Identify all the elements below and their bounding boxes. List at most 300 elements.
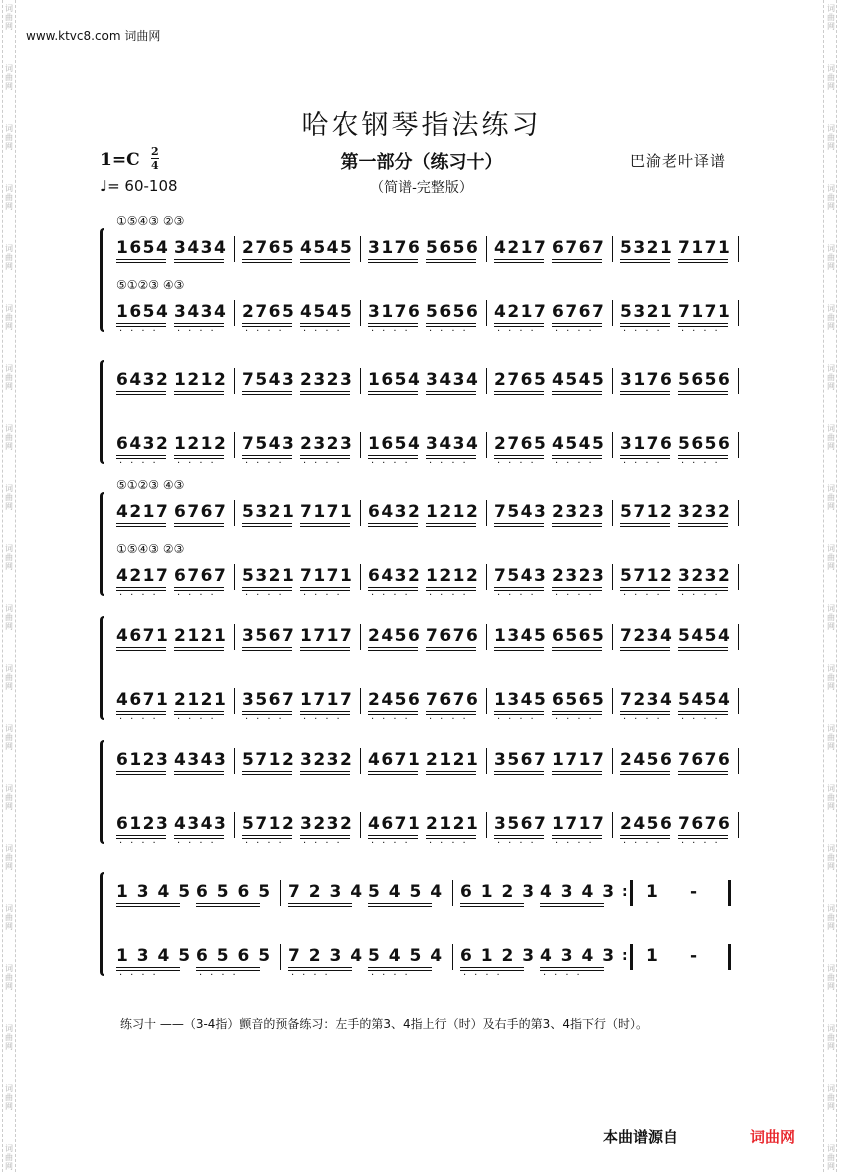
final-barline [728,944,731,970]
beam-line [116,523,166,524]
note-text: 3176 [368,238,422,258]
measure [114,940,286,980]
note-text: 1654 [116,302,170,322]
beam-line [368,262,418,263]
note-text: 4671 [368,750,422,770]
measure [114,744,240,784]
beam-line [494,391,544,392]
beam-line [678,774,728,775]
score-system [100,478,750,601]
barline [360,688,361,714]
beam-line [620,394,670,395]
score-system [100,872,750,980]
octave-dots: ···· [555,838,600,849]
beam-line [300,262,350,263]
note-text: 3434 [174,302,228,322]
beam-line [196,906,260,907]
system-brace [100,872,104,976]
beam-line [242,259,292,260]
beam-line [620,523,670,524]
watermark-text: 词 曲 网 [5,904,13,931]
beam-line [116,771,166,772]
measure [366,496,492,536]
watermark-text: 词 曲 网 [5,724,13,751]
beam-line [116,526,166,527]
beam-line [300,711,350,712]
note-text: 7543 [242,434,296,454]
watermark-text: 词 曲 网 [827,64,835,91]
measure [114,560,240,600]
octave-dots: ···· [177,326,222,337]
beam-line [678,587,728,588]
barline [360,500,361,526]
beam-line [552,711,602,712]
octave-dots: ···· [681,326,726,337]
octave-dots: ···· [199,970,244,981]
quarter-note-icon: ♩ [100,177,108,195]
watermark-text: 词 曲 网 [5,304,13,331]
barline [612,432,613,458]
repeat-barline [630,944,633,970]
beam-line [300,647,350,648]
barline [612,368,613,394]
note-text: 1212 [426,502,480,522]
measure [492,560,618,600]
note-text: 7676 [426,690,480,710]
beam-line [494,526,544,527]
note-text: 4 3 4 3 [540,882,616,902]
note-text: 4 3 4 3 [540,946,616,966]
beam-line [368,650,418,651]
watermark-text: 词 曲 网 [827,604,835,631]
beam-line [494,262,544,263]
watermark-text: 词 曲 网 [827,664,835,691]
measure [492,428,618,468]
measure [492,232,618,272]
watermark-text: 词 曲 网 [827,4,835,31]
note-text: 5321 [242,502,296,522]
note-text: 2121 [174,690,228,710]
beam-line [552,835,602,836]
octave-dots: ···· [245,458,290,469]
beam-line [678,526,728,527]
note-text: 2456 [620,750,674,770]
beam-line [460,903,524,904]
beam-line [678,262,728,263]
watermark-text: 词 曲 网 [827,364,835,391]
note-text: 6 5 6 5 [196,882,272,902]
beam-line [620,647,670,648]
note-text: 1717 [300,626,354,646]
measure [618,496,744,536]
note-text: 6767 [552,238,606,258]
beam-line [678,650,728,651]
beam-line [426,391,476,392]
measure [286,940,458,980]
beam-line [678,391,728,392]
octave-dots: ···· [429,458,474,469]
beam-line [300,526,350,527]
measure [618,620,744,660]
measure [366,744,492,784]
beam-line [174,647,224,648]
note-text: 4545 [300,238,354,258]
note-text: 5656 [678,370,732,390]
measure [618,560,744,600]
note-text: 1717 [300,690,354,710]
left-watermark-strip [2,0,16,1172]
note-text: 3434 [174,238,228,258]
measure [492,620,618,660]
barline [486,236,487,262]
watermark-text: 词 曲 网 [5,364,13,391]
beam-line [174,391,224,392]
octave-dots: ···· [543,970,588,981]
octave-dots: ···· [303,590,348,601]
beam-line [620,323,670,324]
brand-logo[interactable]: 词曲网 [750,1128,796,1146]
barline [234,624,235,650]
note-text: 7676 [426,626,480,646]
note-text: 2323 [300,434,354,454]
fingering: ⑤①②③ ④③ [116,278,185,292]
note-text: 7171 [300,502,354,522]
note-text: 4343 [174,814,228,834]
octave-dots: ···· [291,970,336,981]
octave-dots: ···· [119,458,164,469]
beam-line [300,455,350,456]
measure [618,684,744,724]
note-text: 7 2 3 4 [288,882,364,902]
beam-line [242,262,292,263]
note-text: 6432 [116,370,170,390]
beam-line [620,262,670,263]
barline [612,564,613,590]
note-text: 5712 [620,502,674,522]
lower-staff [114,684,748,724]
beam-line [300,774,350,775]
beam-line [242,587,292,588]
note-text: 7234 [620,690,674,710]
note-text: 6565 [552,690,606,710]
measure [492,364,618,404]
upper-staff [114,876,748,916]
note-text: 1 3 4 5 [116,882,192,902]
system-brace [100,492,104,596]
end-barline [738,300,739,326]
note-text: 7676 [678,750,732,770]
barline [612,812,613,838]
note-text: 5656 [678,434,732,454]
beam-line [620,771,670,772]
beam-line [116,903,180,904]
barline [612,300,613,326]
octave-dots: ···· [371,590,416,601]
beam-line [620,526,670,527]
beam-line [300,523,350,524]
beam-line [300,771,350,772]
octave-dots: ···· [245,838,290,849]
final-barline [728,880,731,906]
note-text: 3232 [678,502,732,522]
octave-dots: ···· [497,326,542,337]
repeat-barline [630,880,633,906]
ending-note: 1 [646,946,660,966]
beam-line [552,323,602,324]
score-system [100,740,750,848]
beam-line [368,394,418,395]
arranger: 巴渝老叶译谱 [630,152,727,170]
beam-line [678,323,728,324]
watermark-text: 词 曲 网 [5,664,13,691]
beam-line [540,906,604,907]
subtitle: 第一部分（练习十） [340,152,503,173]
beam-line [552,391,602,392]
beam-line [620,711,670,712]
beam-line [174,835,224,836]
beam-line [368,774,418,775]
watermark-text: 词 曲 网 [827,304,835,331]
measure [366,232,492,272]
octave-dots: ···· [119,326,164,337]
watermark-text: 词 曲 网 [827,964,835,991]
beam-line [494,523,544,524]
end-barline [738,688,739,714]
watermark-text: 词 曲 网 [827,244,835,271]
site-url[interactable]: www.ktvc8.com 词曲网 [26,29,161,43]
beam-line [116,711,166,712]
beam-line [300,259,350,260]
octave-dots: ···· [177,714,222,725]
beam-line [174,262,224,263]
note-text: 2765 [494,370,548,390]
note-text: 2323 [300,370,354,390]
note-text: 5712 [242,750,296,770]
beam-line [426,835,476,836]
octave-dots: ···· [623,838,668,849]
measure [240,808,366,848]
note-text: 5656 [426,238,480,258]
beam-line [242,391,292,392]
barline [486,748,487,774]
octave-dots: ···· [303,838,348,849]
note-text: 3176 [368,302,422,322]
measure [618,364,744,404]
note-text: 4217 [116,502,170,522]
beam-line [368,711,418,712]
beam-line [174,526,224,527]
beam-line [116,967,180,968]
note-text: 3232 [678,566,732,586]
beam-line [368,587,418,588]
beam-line [460,906,524,907]
note-text: 4217 [494,238,548,258]
beam-line [116,394,166,395]
octave-dots: ···· [429,714,474,725]
octave-dots: ···· [371,714,416,725]
barline [486,688,487,714]
beam-line [678,835,728,836]
note-text: 3567 [494,750,548,770]
barline [234,300,235,326]
barline [612,624,613,650]
watermark-text: 词 曲 网 [5,64,13,91]
octave-dots: ···· [497,714,542,725]
end-barline [738,812,739,838]
watermark-text: 词 曲 网 [827,1144,835,1171]
score-system [100,214,750,337]
measure [114,684,240,724]
octave-dots: ···· [681,714,726,725]
note-text: 4545 [552,434,606,454]
fingering: ⑤①②③ ④③ [116,478,185,492]
beam-line [368,771,418,772]
note-text: 2456 [368,690,422,710]
watermark-text: 词 曲 网 [827,544,835,571]
beam-line [368,259,418,260]
beam-line [552,394,602,395]
beam-line [174,323,224,324]
edition-label: （简谱-完整版） [370,180,473,196]
beam-line [494,259,544,260]
measure [240,560,366,600]
beam-line [540,967,604,968]
beam-line [368,835,418,836]
beam-line [174,650,224,651]
beam-line [552,774,602,775]
measure [286,876,458,916]
watermark-text: 词 曲 网 [5,484,13,511]
beam-line [174,774,224,775]
right-watermark-strip [823,0,837,1172]
beam-line [494,455,544,456]
watermark-text: 词 曲 网 [5,844,13,871]
beam-line [620,650,670,651]
barline [452,944,453,970]
measure [240,296,366,336]
measure [492,296,618,336]
beam-line [242,647,292,648]
ending-dash: - [690,946,698,966]
octave-dots: ···· [371,838,416,849]
beam-line [620,587,670,588]
note-text: 2121 [426,750,480,770]
beam-line [678,455,728,456]
measure [114,232,240,272]
note-text: 1654 [116,238,170,258]
barline [234,748,235,774]
beam-line [552,526,602,527]
octave-dots: ···· [681,838,726,849]
note-text: 4343 [174,750,228,770]
repeat-sign: : [622,884,628,900]
upper-staff [114,364,748,404]
beam-line [242,523,292,524]
barline [486,564,487,590]
note-text: 4217 [116,566,170,586]
watermark-text: 词 曲 网 [5,544,13,571]
watermark-text: 词 曲 网 [5,604,13,631]
measure [114,296,240,336]
beam-line [174,771,224,772]
note-text: 6432 [368,566,422,586]
beam-line [620,259,670,260]
octave-dots: ···· [371,326,416,337]
note-text: 7543 [242,370,296,390]
beam-line [368,523,418,524]
beam-line [620,835,670,836]
beam-line [426,526,476,527]
note-text: 6 1 2 3 [460,882,536,902]
beam-line [368,647,418,648]
octave-dots: ···· [681,458,726,469]
fingering: ①⑤④③ ②③ [116,214,185,228]
barline [612,500,613,526]
watermark-text: 词 曲 网 [827,124,835,151]
beam-line [116,259,166,260]
watermark-text: 词 曲 网 [827,184,835,211]
octave-dots: ···· [119,590,164,601]
beam-line [300,650,350,651]
note-text: 2765 [494,434,548,454]
system-brace [100,360,104,464]
octave-dots: ···· [681,590,726,601]
note-text: 6 5 6 5 [196,946,272,966]
octave-dots: ···· [371,970,416,981]
note-text: 5 4 5 4 [368,946,444,966]
octave-dots: ···· [497,838,542,849]
watermark-text: 词 曲 网 [5,424,13,451]
note-text: 6123 [116,814,170,834]
watermark-text: 词 曲 网 [827,784,835,811]
beam-line [426,771,476,772]
lower-staff [114,428,748,468]
note-text: 2456 [368,626,422,646]
ending-dash: - [690,882,698,902]
measure [366,808,492,848]
note-text: 7171 [678,238,732,258]
beam-line [678,711,728,712]
beam-line [174,394,224,395]
beam-line [174,455,224,456]
watermark-text: 词 曲 网 [827,424,835,451]
beam-line [242,774,292,775]
note-text: 4545 [300,302,354,322]
measure [240,496,366,536]
beam-line [620,391,670,392]
note-text: 7234 [620,626,674,646]
beam-line [426,650,476,651]
measure [366,620,492,660]
note-text: 3434 [426,370,480,390]
exercise-caption: 练习十 ——（3-4指）颤音的预备练习：左手的第3、4指上行（时）及右手的第3、4指下行（时）。 [120,1017,648,1031]
note-text: 7543 [494,566,548,586]
beam-line [494,711,544,712]
beam-line [196,967,260,968]
barline [360,564,361,590]
lower-staff [114,278,748,337]
note-text: 1212 [426,566,480,586]
note-text: 5656 [426,302,480,322]
beam-line [242,771,292,772]
octave-dots: ···· [555,714,600,725]
octave-dots: ···· [177,590,222,601]
watermark-text: 词 曲 网 [827,1024,835,1051]
beam-line [460,967,524,968]
octave-dots: ···· [303,458,348,469]
beam-line [116,774,166,775]
measure [240,364,366,404]
